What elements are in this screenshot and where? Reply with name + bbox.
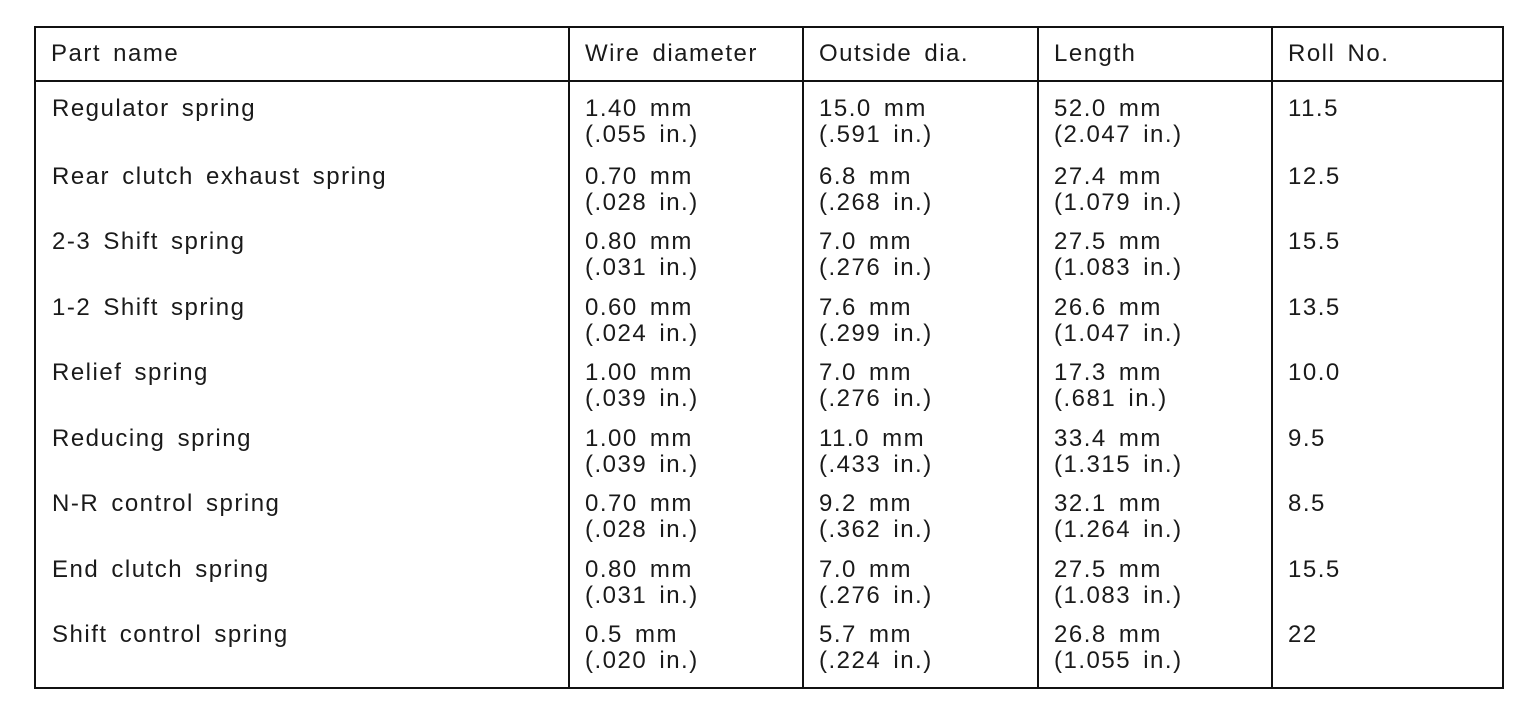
spring-spec-table bbox=[34, 26, 1504, 689]
wire-diameter-cell bbox=[569, 81, 803, 164]
header-outside-dia: Outside dia. bbox=[803, 27, 1038, 81]
length-in: (1.315 in.) bbox=[1054, 450, 1183, 478]
outside-dia-in: (.268 in.) bbox=[819, 188, 933, 216]
table-row bbox=[35, 295, 1503, 361]
outside-dia-cell bbox=[803, 622, 1038, 688]
length-mm: 33.4 mm bbox=[1054, 424, 1162, 452]
outside-dia-in: (.276 in.) bbox=[819, 581, 933, 609]
roll-no: 15.5 bbox=[1288, 228, 1341, 256]
part-name-cell bbox=[35, 81, 569, 164]
length-cell bbox=[1038, 557, 1272, 623]
wire-diameter-mm: 0.70 mm bbox=[585, 490, 693, 518]
outside-dia-cell bbox=[803, 164, 1038, 230]
outside-dia-cell bbox=[803, 229, 1038, 295]
header-length: Length bbox=[1038, 27, 1272, 81]
roll-no: 9.5 bbox=[1288, 424, 1326, 452]
roll-no-cell bbox=[1272, 426, 1503, 492]
outside-dia-mm: 11.0 mm bbox=[819, 424, 926, 452]
part-name-cell bbox=[35, 164, 569, 230]
wire-diameter-cell bbox=[569, 164, 803, 230]
outside-dia-in: (.591 in.) bbox=[819, 121, 933, 148]
part-name: 1-2 Shift spring bbox=[52, 293, 246, 321]
wire-diameter-cell bbox=[569, 622, 803, 688]
outside-dia-mm: 7.0 mm bbox=[819, 555, 913, 583]
wire-diameter-cell bbox=[569, 295, 803, 361]
part-name: Shift control spring bbox=[52, 621, 289, 649]
table-row bbox=[35, 360, 1503, 426]
table-row bbox=[35, 491, 1503, 557]
roll-no-cell bbox=[1272, 491, 1503, 557]
outside-dia-mm: 5.7 mm bbox=[819, 621, 913, 649]
length-mm: 27.5 mm bbox=[1054, 228, 1162, 256]
part-name-cell bbox=[35, 295, 569, 361]
length-mm: 26.6 mm bbox=[1054, 293, 1162, 321]
length-in: (1.264 in.) bbox=[1054, 516, 1183, 544]
wire-diameter-in: (.031 in.) bbox=[585, 254, 699, 282]
wire-diameter-cell bbox=[569, 491, 803, 557]
outside-dia-mm: 6.8 mm bbox=[819, 162, 913, 190]
outside-dia-cell bbox=[803, 81, 1038, 164]
wire-diameter-in: (.028 in.) bbox=[585, 188, 699, 216]
roll-no: 8.5 bbox=[1288, 490, 1326, 518]
outside-dia-in: (.299 in.) bbox=[819, 319, 933, 347]
length-in: (1.047 in.) bbox=[1054, 319, 1183, 347]
outside-dia-mm: 7.0 mm bbox=[819, 228, 913, 256]
wire-diameter-cell bbox=[569, 360, 803, 426]
wire-diameter-mm: 1.00 mm bbox=[585, 359, 693, 387]
wire-diameter-mm: 0.5 mm bbox=[585, 621, 679, 649]
wire-diameter-in: (.031 in.) bbox=[585, 581, 699, 609]
length-in: (1.055 in.) bbox=[1054, 647, 1183, 675]
roll-no-cell bbox=[1272, 295, 1503, 361]
length-in: (1.083 in.) bbox=[1054, 581, 1183, 609]
wire-diameter-in: (.024 in.) bbox=[585, 319, 699, 347]
wire-diameter-mm: 0.70 mm bbox=[585, 162, 693, 190]
length-mm: 27.4 mm bbox=[1054, 162, 1162, 190]
wire-diameter-mm: 0.80 mm bbox=[585, 228, 693, 256]
wire-diameter-mm: 0.80 mm bbox=[585, 555, 693, 583]
part-name: Reducing spring bbox=[52, 424, 252, 452]
part-name: N-R control spring bbox=[52, 490, 281, 518]
roll-no: 13.5 bbox=[1288, 293, 1341, 321]
table-row bbox=[35, 81, 1503, 164]
length-in: (.681 in.) bbox=[1054, 385, 1168, 413]
header-row bbox=[35, 27, 1503, 81]
outside-dia-cell bbox=[803, 491, 1038, 557]
header-roll-no: Roll No. bbox=[1272, 27, 1503, 81]
wire-diameter-mm: 0.60 mm bbox=[585, 293, 693, 321]
length-mm: 27.5 mm bbox=[1054, 555, 1162, 583]
header-wire-diameter: Wire diameter bbox=[569, 27, 803, 81]
part-name: 2-3 Shift spring bbox=[52, 228, 246, 256]
roll-no: 10.0 bbox=[1288, 359, 1341, 387]
roll-no: 22 bbox=[1288, 621, 1318, 649]
length-cell bbox=[1038, 622, 1272, 688]
wire-diameter-in: (.039 in.) bbox=[585, 385, 699, 413]
part-name: End clutch spring bbox=[52, 555, 270, 583]
outside-dia-in: (.224 in.) bbox=[819, 647, 933, 675]
part-name-cell bbox=[35, 229, 569, 295]
length-cell bbox=[1038, 164, 1272, 230]
wire-diameter-cell bbox=[569, 557, 803, 623]
table-row bbox=[35, 557, 1503, 623]
roll-no: 15.5 bbox=[1288, 555, 1341, 583]
wire-diameter-mm: 1.00 mm bbox=[585, 424, 693, 452]
outside-dia-cell bbox=[803, 360, 1038, 426]
length-mm: 26.8 mm bbox=[1054, 621, 1162, 649]
length-cell bbox=[1038, 360, 1272, 426]
part-name-cell bbox=[35, 557, 569, 623]
table-row bbox=[35, 426, 1503, 492]
header-part-name: Part name bbox=[35, 27, 569, 81]
length-in: (1.079 in.) bbox=[1054, 188, 1183, 216]
table-row bbox=[35, 229, 1503, 295]
outside-dia-in: (.362 in.) bbox=[819, 516, 933, 544]
table-row bbox=[35, 622, 1503, 688]
length-in: (2.047 in.) bbox=[1054, 121, 1183, 148]
wire-diameter-in: (.039 in.) bbox=[585, 450, 699, 478]
part-name: Rear clutch exhaust spring bbox=[52, 162, 388, 190]
outside-dia-cell bbox=[803, 557, 1038, 623]
roll-no: 12.5 bbox=[1288, 162, 1341, 190]
outside-dia-cell bbox=[803, 426, 1038, 492]
part-name: Relief spring bbox=[52, 359, 209, 387]
length-mm: 52.0 mm bbox=[1054, 95, 1162, 122]
wire-diameter-in: (.028 in.) bbox=[585, 516, 699, 544]
roll-no: 11.5 bbox=[1288, 95, 1339, 122]
roll-no-cell bbox=[1272, 360, 1503, 426]
part-name-cell bbox=[35, 491, 569, 557]
roll-no-cell bbox=[1272, 622, 1503, 688]
roll-no-cell bbox=[1272, 229, 1503, 295]
wire-diameter-in: (.020 in.) bbox=[585, 647, 699, 675]
outside-dia-in: (.276 in.) bbox=[819, 254, 933, 282]
part-name-cell bbox=[35, 622, 569, 688]
outside-dia-cell bbox=[803, 295, 1038, 361]
roll-no-cell bbox=[1272, 81, 1503, 164]
outside-dia-in: (.276 in.) bbox=[819, 385, 933, 413]
part-name-cell bbox=[35, 360, 569, 426]
wire-diameter-cell bbox=[569, 229, 803, 295]
part-name: Regulator spring bbox=[52, 95, 257, 122]
length-mm: 32.1 mm bbox=[1054, 490, 1162, 518]
table-row bbox=[35, 164, 1503, 230]
part-name-cell bbox=[35, 426, 569, 492]
outside-dia-mm: 7.0 mm bbox=[819, 359, 913, 387]
outside-dia-in: (.433 in.) bbox=[819, 450, 933, 478]
length-in: (1.083 in.) bbox=[1054, 254, 1183, 282]
roll-no-cell bbox=[1272, 557, 1503, 623]
wire-diameter-mm: 1.40 mm bbox=[585, 95, 693, 122]
length-cell bbox=[1038, 81, 1272, 164]
length-cell bbox=[1038, 295, 1272, 361]
outside-dia-mm: 7.6 mm bbox=[819, 293, 913, 321]
length-mm: 17.3 mm bbox=[1054, 359, 1162, 387]
wire-diameter-in: (.055 in.) bbox=[585, 121, 699, 148]
length-cell bbox=[1038, 426, 1272, 492]
outside-dia-mm: 15.0 mm bbox=[819, 95, 927, 122]
roll-no-cell bbox=[1272, 164, 1503, 230]
outside-dia-mm: 9.2 mm bbox=[819, 490, 913, 518]
wire-diameter-cell bbox=[569, 426, 803, 492]
length-cell bbox=[1038, 229, 1272, 295]
length-cell bbox=[1038, 491, 1272, 557]
